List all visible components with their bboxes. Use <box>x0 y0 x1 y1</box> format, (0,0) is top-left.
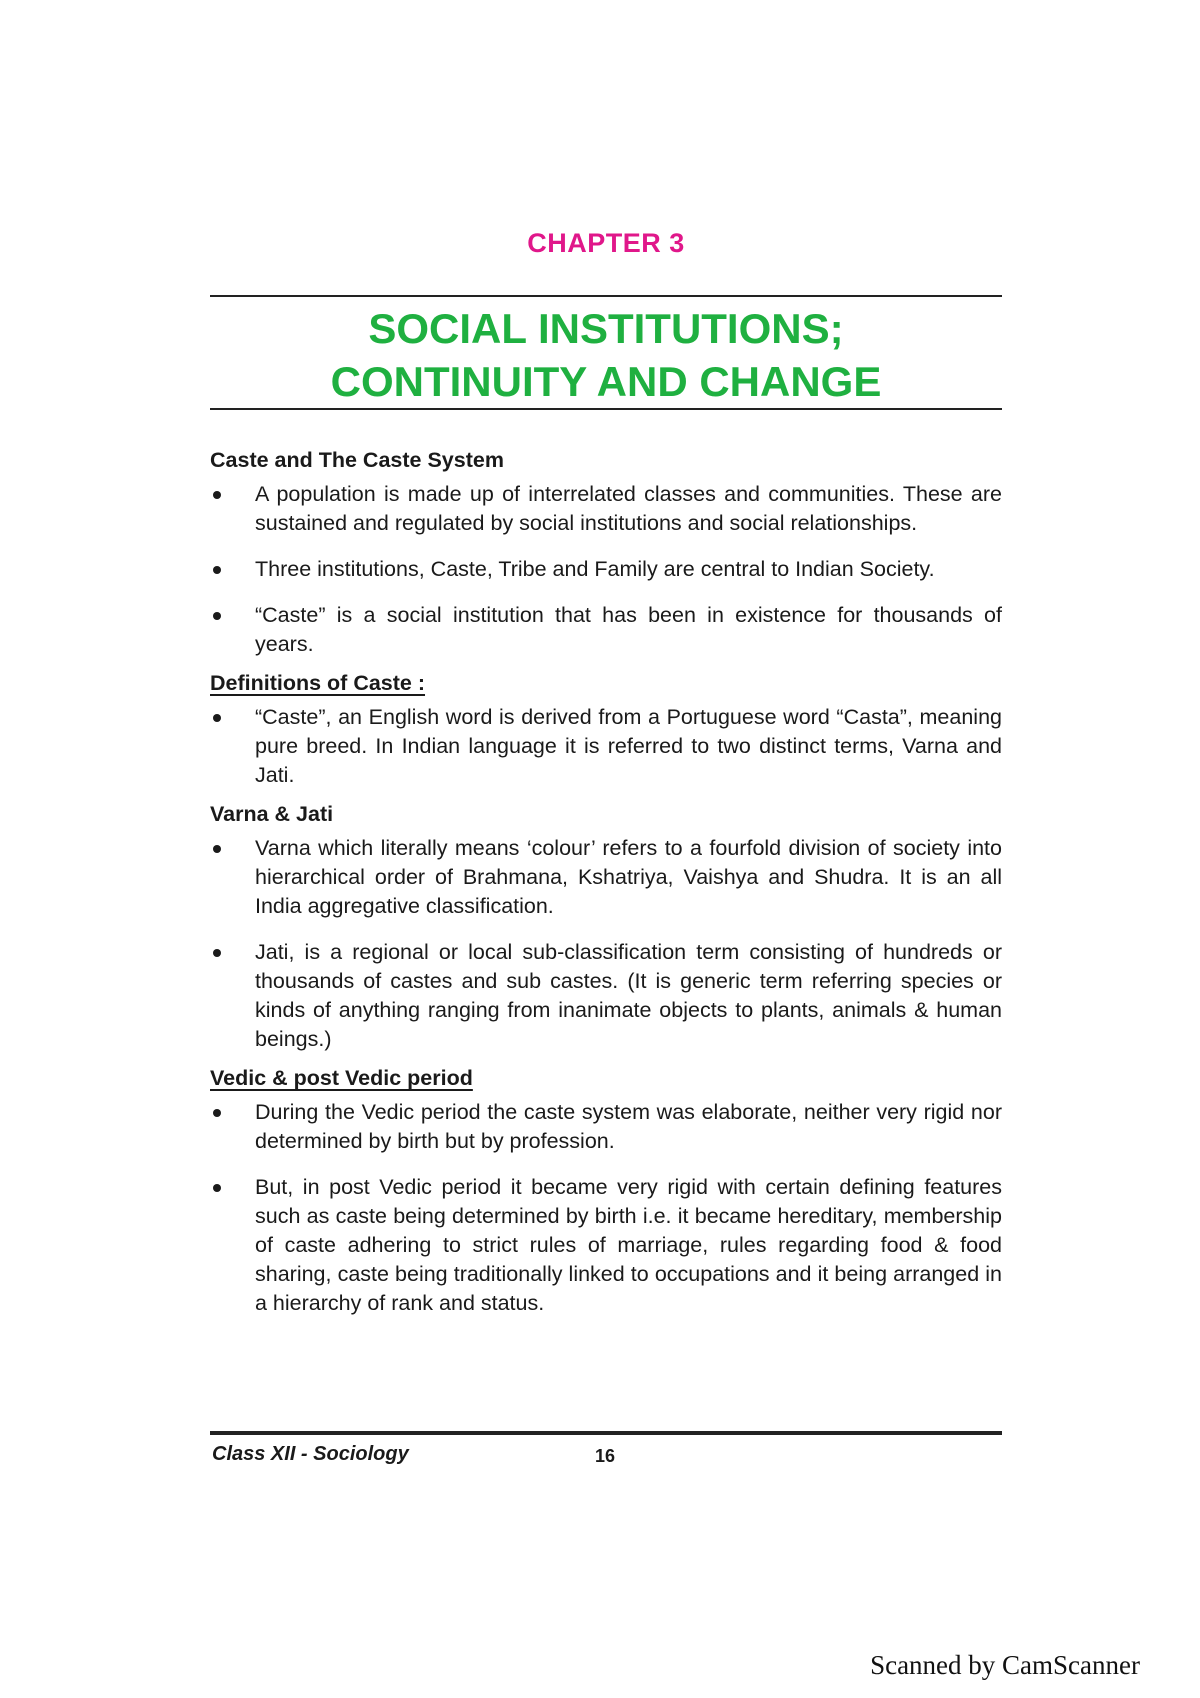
bullet-icon <box>213 714 221 722</box>
bullet-text: Varna which literally means ‘colour’ refers to a fourfold division of society into hierarchical order of Brahmana, Kshatriya, Vaishya and Shudra. It is an all India aggregative classification. <box>255 836 1002 918</box>
bullet-icon <box>213 845 221 853</box>
bullet-text: A population is made up of interrelated classes and communities. These are sustained and regulated by social institutions and social relationships. <box>255 482 1002 535</box>
bullet-icon <box>213 566 221 574</box>
bullet-text: During the Vedic period the caste system was elaborate, neither very rigid nor determined by birth but by profession. <box>255 1100 1002 1153</box>
section-heading-vedic-period: Vedic & post Vedic period <box>210 1066 473 1090</box>
bullet-icon <box>213 612 221 620</box>
bullet-text: But, in post Vedic period it became very rigid with certain defining features such as caste being determined by birth i.e. it became hereditary, membership of caste adhering to strict rules of marriage, rules regarding food & food sharing, caste being traditionally linked to occupations and it being arranged in a hierarchy of rank and status. <box>255 1175 1002 1315</box>
list-item <box>210 1173 1002 1318</box>
list-item <box>210 601 1002 659</box>
list-item <box>210 703 1002 790</box>
footer-course-label: Class XII - Sociology <box>212 1443 409 1465</box>
chapter-title-line-2: CONTINUITY AND CHANGE <box>330 358 882 405</box>
bullet-text: “Caste” is a social institution that has been in existence for thousands of years. <box>255 603 1002 656</box>
bullet-text: “Caste”, an English word is derived from a Portuguese word “Casta”, meaning pure breed. In Indian language it is referred to two distinct terms, Varna and Jati. <box>255 705 1002 787</box>
document-body <box>210 446 1002 1328</box>
bullet-text: Three institutions, Caste, Tribe and Family are central to Indian Society. <box>255 557 935 581</box>
list-item <box>210 1098 1002 1156</box>
title-bottom-rule <box>210 408 1002 410</box>
bullet-icon <box>213 1184 221 1192</box>
bullet-icon <box>213 1109 221 1117</box>
bullet-list <box>210 834 1002 1054</box>
section-heading-varna-jati: Varna & Jati <box>210 802 334 826</box>
chapter-title-line-1: SOCIAL INSTITUTIONS; <box>368 305 844 352</box>
section-heading-caste-system: Caste and The Caste System <box>210 448 504 472</box>
list-item <box>210 555 1002 584</box>
chapter-label: CHAPTER 3 <box>527 228 685 258</box>
scanner-watermark: Scanned by CamScanner <box>870 1650 1140 1680</box>
section-heading-definitions: Definitions of Caste : <box>210 671 426 695</box>
list-item <box>210 938 1002 1054</box>
list-item <box>210 834 1002 921</box>
bullet-icon <box>213 949 221 957</box>
bullet-list <box>210 480 1002 659</box>
title-top-rule <box>210 295 1002 297</box>
footer-rule <box>210 1431 1002 1435</box>
chapter-title <box>210 302 1002 408</box>
list-item <box>210 480 1002 538</box>
bullet-icon <box>213 491 221 499</box>
bullet-list <box>210 703 1002 790</box>
bullet-list <box>210 1098 1002 1318</box>
bullet-text: Jati, is a regional or local sub-classification term consisting of hundreds or thousands of castes and sub castes. (It is generic term referring species or kinds of anything ranging from inanimate objects to plants, animals & human beings.) <box>255 940 1002 1051</box>
page-number: 16 <box>595 1446 616 1466</box>
